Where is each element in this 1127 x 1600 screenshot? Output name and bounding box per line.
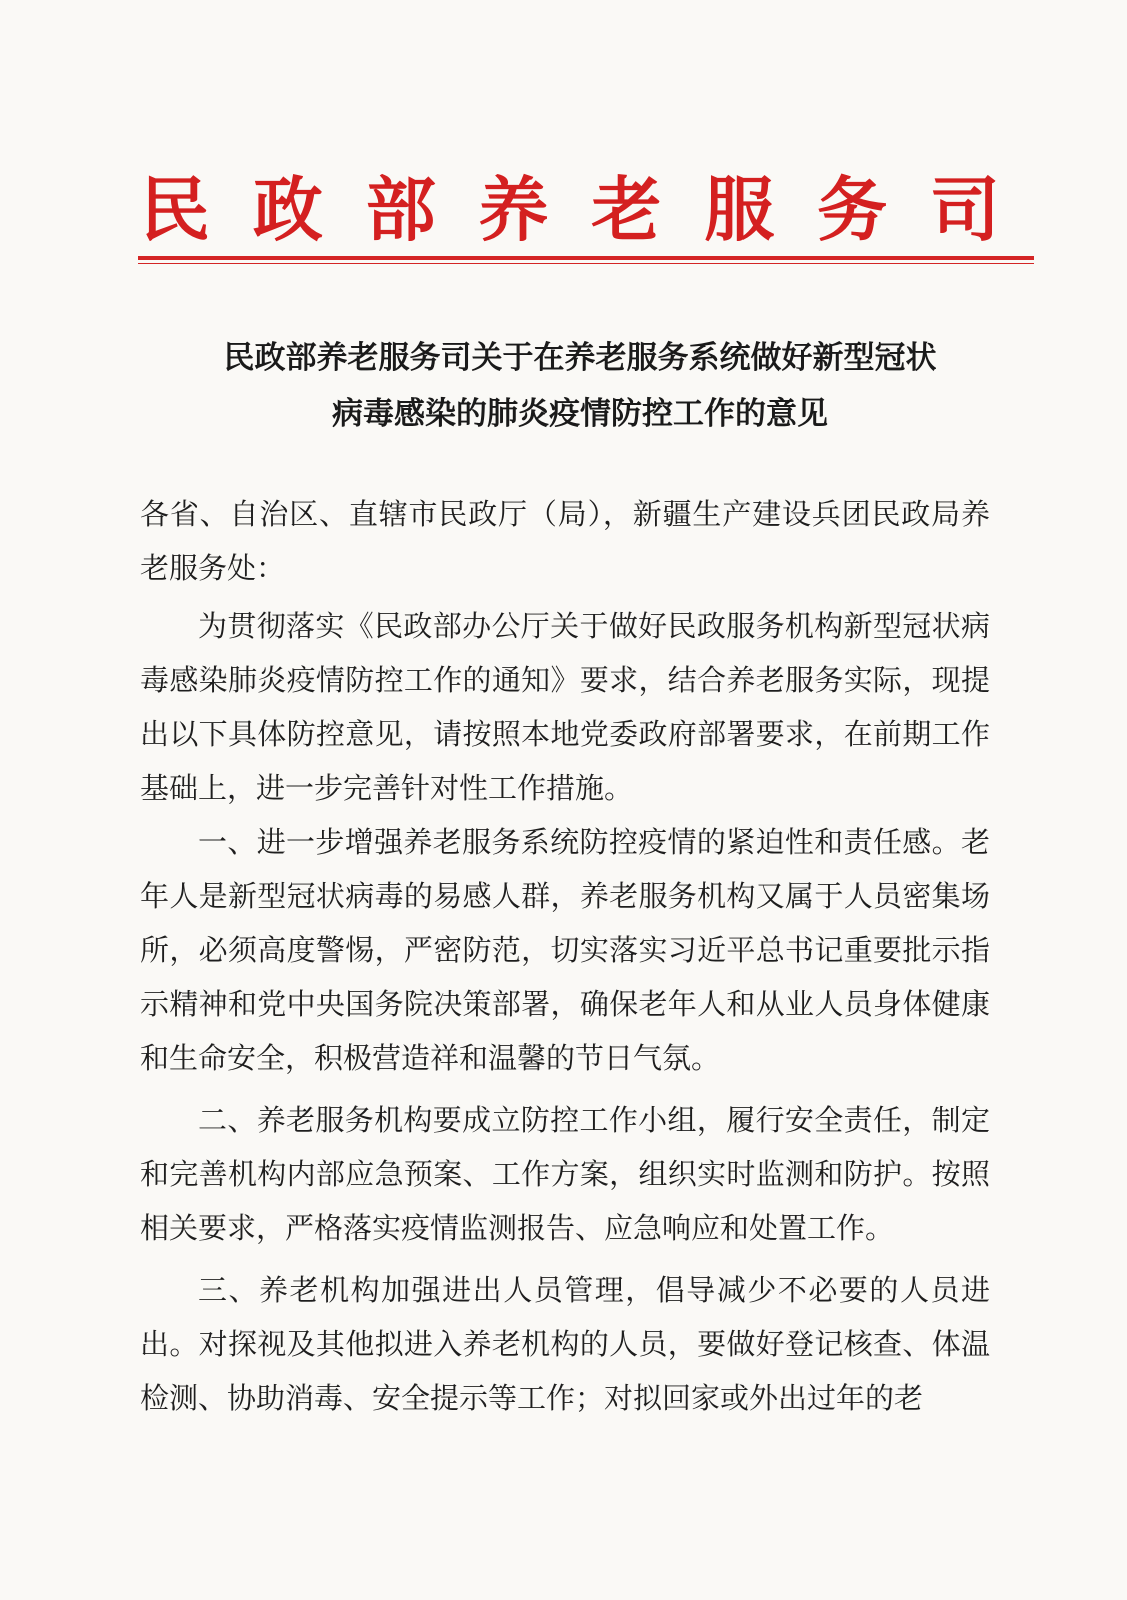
document-title-line-1: 民政部养老服务司关于在养老服务系统做好新型冠状 bbox=[223, 340, 937, 376]
salutation: 各省、自治区、直辖市民政厅（局），新疆生产建设兵团民政局养老服务处： bbox=[140, 497, 990, 585]
header-char: 司 bbox=[929, 168, 1000, 251]
body-paragraph-1: 一、进一步增强养老服务系统防控疫情的紧迫性和责任感。老年人是新型冠状病毒的易感人群，养老服务机构又属于人员密集场所，必须高度警惕，严密防范，切实落实习近平总书记重要批示指示精神和党中央国务院决策部署，确保老年人和从业人员身体健康和生命安全，积极营造祥和温馨的节日气氛。 bbox=[140, 825, 990, 1075]
body-paragraph-2: 二、养老服务机构要成立防控工作小组，履行安全责任，制定和完善机构内部应急预案、工作方案，组织实时监测和防护。按照相关要求，严格落实疫情监测报告、应急响应和处置工作。 bbox=[140, 1103, 990, 1245]
header-char: 养 bbox=[478, 168, 549, 251]
header-char: 老 bbox=[591, 168, 662, 251]
header-char: 服 bbox=[704, 168, 775, 251]
header-char: 务 bbox=[817, 168, 888, 251]
header-char: 政 bbox=[252, 168, 323, 251]
header-char: 民 bbox=[140, 168, 210, 251]
body-paragraph-intro: 为贯彻落实《民政部办公厅关于做好民政服务机构新型冠状病毒感染肺炎疫情防控工作的通知》要求，结合养老服务实际，现提出以下具体防控意见，请按照本地党委政府部署要求，在前期工作基础上，进一步完善针对性工作措施。 bbox=[140, 609, 990, 805]
document-title bbox=[150, 330, 1010, 442]
document-title-line-2: 病毒感染的肺炎疫情防控工作的意见 bbox=[332, 396, 828, 432]
header-red-rule bbox=[138, 256, 1034, 260]
body-paragraph-3: 三、养老机构加强进出人员管理，倡导减少不必要的人员进出。对探视及其他拟进入养老机构的人员，要做好登记核查、体温检测、协助消毒、安全提示等工作；对拟回家或外出过年的老 bbox=[140, 1273, 990, 1415]
header-red-rule-thin bbox=[138, 263, 1034, 264]
header-char: 部 bbox=[365, 168, 436, 251]
document-body bbox=[140, 487, 990, 1425]
issuing-office-header bbox=[140, 160, 1000, 260]
